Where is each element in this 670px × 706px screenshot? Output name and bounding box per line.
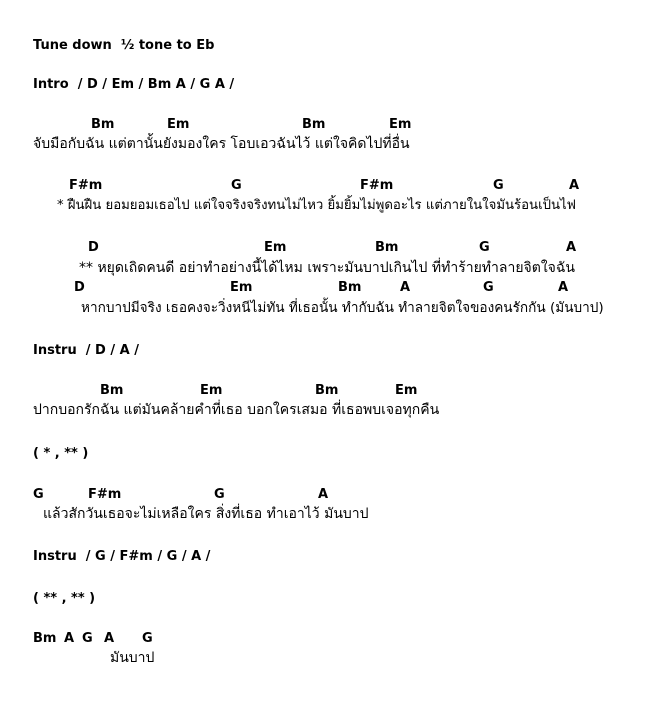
repeat-marker: ( * , ** )	[33, 446, 89, 461]
chord: Em	[264, 240, 287, 255]
chord: F#m	[360, 178, 394, 193]
chord: Bm	[33, 631, 57, 646]
tuning-note: Tune down ½ tone to Eb	[33, 38, 215, 53]
chord: G	[479, 240, 490, 255]
chord: G	[214, 487, 225, 502]
chord: A	[64, 631, 75, 646]
lyric-line: จับมือกับฉัน แต่ตานั้นยังมองใคร โอบเอวฉันไว้ แต่ใจคิดไปที่อื่น	[33, 136, 410, 152]
instru-line: Instru / D / A /	[33, 343, 139, 358]
chord: Bm	[375, 240, 399, 255]
chord: F#m	[88, 487, 122, 502]
lyric-line: มันบาป	[110, 650, 155, 666]
chord: Bm	[338, 280, 362, 295]
lyric-line: แล้วสักวันเธอจะไม่เหลือใคร สิ่งที่เธอ ทำเอาไว้ มันบาป	[43, 506, 369, 522]
chord: A	[558, 280, 569, 295]
chord: Em	[230, 280, 253, 295]
chord: D	[74, 280, 85, 295]
chord: A	[318, 487, 329, 502]
chord: G	[231, 178, 242, 193]
chord: A	[566, 240, 577, 255]
chord: G	[483, 280, 494, 295]
chord: A	[104, 631, 115, 646]
chord: Em	[167, 117, 190, 132]
chord: G	[82, 631, 93, 646]
chord: A	[569, 178, 580, 193]
chord: F#m	[69, 178, 103, 193]
chord: Em	[395, 383, 418, 398]
chord: G	[33, 487, 44, 502]
instru-line: Instru / G / F#m / G / A /	[33, 549, 211, 564]
chord: G	[493, 178, 504, 193]
intro-line: Intro / D / Em / Bm A / G A /	[33, 77, 235, 92]
chord: Bm	[302, 117, 326, 132]
chord: Bm	[100, 383, 124, 398]
chord: Bm	[315, 383, 339, 398]
lyric-line: ปากบอกรักฉัน แต่มันคล้ายคำที่เธอ บอกใครเสมอ ที่เธอพบเจอทุกคืน	[33, 402, 440, 418]
chord: Em	[389, 117, 412, 132]
lyric-line: หากบาปมีจริง เธอคงจะวิ่งหนีไม่ทัน ที่เธอนั้น ทำกับฉัน ทำลายจิตใจของคนรักกัน (มันบาป)	[81, 300, 604, 316]
chord: Bm	[91, 117, 115, 132]
chord: G	[142, 631, 153, 646]
lyric-line: * ฝืนฝืน ยอมยอมเธอไป แต่ใจจริงจริงทนไม่ไหว ยิ้มยิ้มไม่พูดอะไร แต่ภายในใจมันร้อนเป็นไฟ	[57, 198, 576, 213]
repeat-marker: ( ** , ** )	[33, 591, 96, 606]
chord: D	[88, 240, 99, 255]
chord: A	[400, 280, 411, 295]
lyric-line: ** หยุดเถิดคนดี อย่าทำอย่างนี้ได้ไหม เพราะมันบาปเกินไป ที่ทำร้ายทำลายจิตใจฉัน	[79, 260, 575, 276]
chord: Em	[200, 383, 223, 398]
